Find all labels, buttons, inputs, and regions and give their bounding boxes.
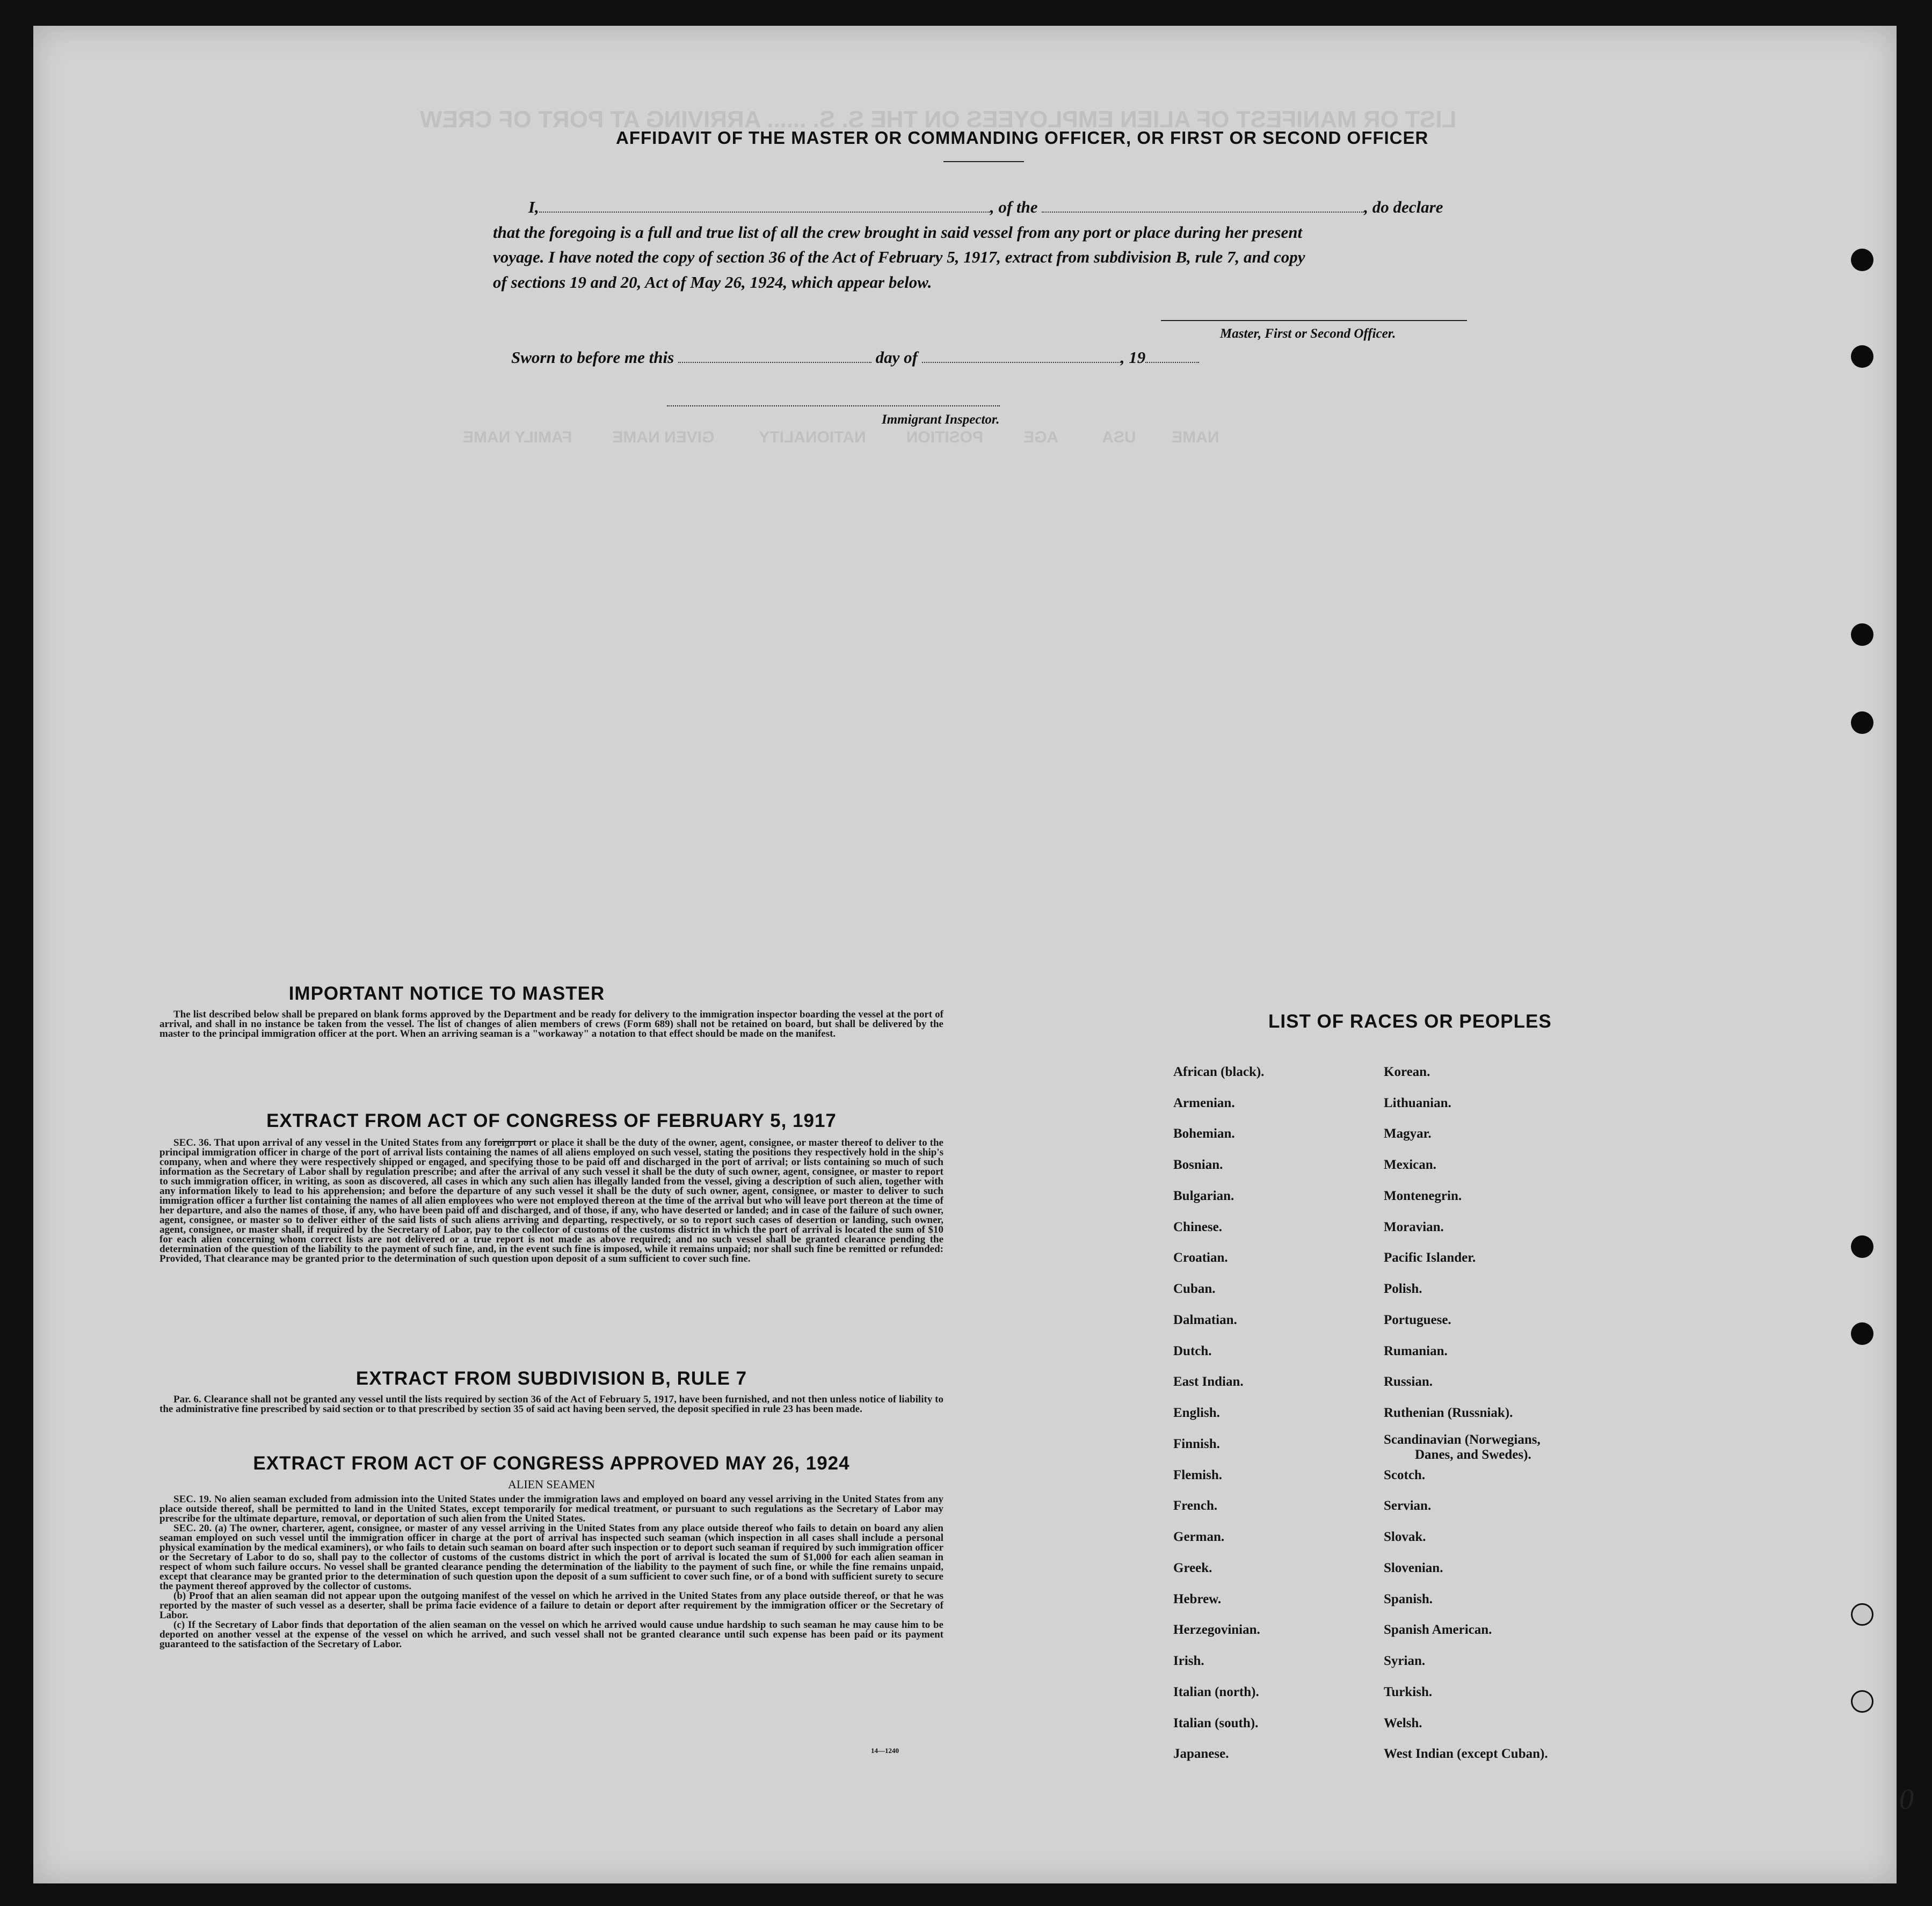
race-item-continuation: Danes, and Swedes). xyxy=(1415,1447,1531,1462)
race-item: Polish. xyxy=(1384,1282,1422,1296)
race-item: Montenegrin. xyxy=(1384,1189,1462,1203)
affidavit-title: AFFIDAVIT OF THE MASTER OR COMMANDING OFFICER, OR FIRST OR SECOND OFFICER xyxy=(616,128,1429,148)
race-item: Turkish. xyxy=(1384,1685,1433,1699)
race-item: Italian (north). xyxy=(1173,1685,1259,1699)
race-item: Rumanian. xyxy=(1384,1344,1448,1358)
extract-1917-title: EXTRACT FROM ACT OF CONGRESS OF FEBRUARY 5, 1917 xyxy=(266,1110,837,1131)
race-item: Pacific Islander. xyxy=(1384,1250,1476,1265)
binder-hole xyxy=(1851,1603,1873,1626)
race-item: Dalmatian. xyxy=(1173,1313,1237,1327)
extract-1924-title: EXTRACT FROM ACT OF CONGRESS APPROVED MAY 26, 1924 xyxy=(253,1453,850,1474)
race-item: Armenian. xyxy=(1173,1096,1235,1110)
binder-hole xyxy=(1851,249,1873,271)
race-item: Spanish. xyxy=(1384,1592,1433,1606)
notice-section xyxy=(159,983,943,1040)
race-item: Mexican. xyxy=(1384,1158,1436,1172)
race-item: Moravian. xyxy=(1384,1220,1444,1234)
extract-rule7-title: EXTRACT FROM SUBDIVISION B, RULE 7 xyxy=(355,1368,747,1389)
signature-label: Master, First or Second Officer. xyxy=(1220,326,1396,341)
sworn-year-blank[interactable] xyxy=(1145,350,1199,363)
race-item: Welsh. xyxy=(1384,1716,1422,1730)
inspector-label: Immigrant Inspector. xyxy=(882,412,1000,427)
extract-1924-sec20c: (c) If the Secretary of Labor finds that deportation of the alien seaman on the vessel on which he arrived would cause undue hardship to such seaman he may cause him to be deported on another vessel at the expense of the vessel on which he arrived, and such vessel shall not be granted clearance until such expense has been paid or its payment guaranteed to the satisfaction of the Secretary of Labor. xyxy=(159,1619,943,1650)
race-item: Korean. xyxy=(1384,1065,1430,1079)
sworn-day-blank[interactable] xyxy=(678,350,871,363)
race-item: Slovak. xyxy=(1384,1530,1426,1544)
race-item: English. xyxy=(1173,1406,1220,1420)
extract-1917-text: SEC. 36. That upon arrival of any vessel in the United States from any foreign port or place it shall be the duty of the owner, agent, consignee, or master thereof to deliver to the principal immigration officer in charge of the port of arrival lists containing the names of all aliens employed on such vessel, stating the positions they respectively hold in the ship's company, when and where they were respectively shipped or engaged, and specifying those to be paid off and discharged in the port of arrival; or lists containing so much of such information as the Secretary of Labor shall by regulation prescribe; and after the arrival of any such vessel it shall be the duty of such owner, agent, consignee, or master to report to such immigration officer, in writing, as soon as discovered, all cases in which any such alien has illegally landed from the vessel, giving a description of such alien, together with any information likely to lead to his apprehension; and before the departure of any such vessel it shall be the duty of such owner, agent, consignee, or master to deliver to such immigration officer a further list containing the names of all alien employees who were not employed thereon at the time of the arrival but who will leave port thereon at the time of her departure, and also the names of those, if any, who have been paid off and discharged, and of those, if any, who have deserted or landed; and in case of the failure of such owner, agent, consignee, or master so to deliver either of the said lists of such aliens arriving and departing, respectively, or so to report such cases of desertion or landing, such owner, agent, consignee, or master shall, if required by the Secretary of Labor, pay to the collector of customs of the customs district in which the port of arrival is located the sum of $10 for each alien concerning whom correct lists are not delivered or a true report is not made as above required; and no such vessel shall be granted clearance pending the determination of the question of the liability to the payment of such fine, and, in the event such fine is imposed, while it remains unpaid; nor shall such fine be remitted or refunded: Provided, That clearance may be granted prior to the determination of such question upon deposit of a sum sufficient to cover such fine. xyxy=(159,1137,943,1264)
extract-1917-section xyxy=(159,1110,943,1264)
extract-rule7-text: Par. 6. Clearance shall not be granted any vessel until the lists required by section 36 of the Act of February 5, 1917, have been furnished, and not then unless notice of liability to the administrative fine prescribed by said section or to that prescribed by section 35 of said act having been served, the deposit specified in rule 23 has been made. xyxy=(159,1394,943,1415)
race-item: Hebrew. xyxy=(1173,1592,1222,1606)
affidavit-line-2: that the foregoing is a full and true list of all the crew brought in said vessel from any port or place during her present xyxy=(493,223,1303,242)
race-item: Chinese. xyxy=(1173,1220,1222,1234)
race-item: Scandinavian (Norwegians, xyxy=(1384,1432,1541,1447)
signature-line[interactable] xyxy=(1161,320,1467,321)
race-item: Irish. xyxy=(1173,1654,1204,1668)
races-title: LIST OF RACES OR PEOPLES xyxy=(1268,1011,1552,1032)
binder-hole xyxy=(1851,1235,1873,1258)
race-item: Bulgarian. xyxy=(1173,1189,1234,1203)
notice-text: The list described below shall be prepared on blank forms approved by the Department and be ready for delivery to the immigration inspector boarding the vessel at the port of arrival, and shall in no instance be taken from the vessel. The list of changes of alien members of crews (Form 689) shall not be retained on board, but shall be delivered by the master to the principal immigration officer at the port. When an arriving seaman is a "workaway" a notation to that effect should be made on the manifest. xyxy=(159,1009,943,1039)
race-item: Bosnian. xyxy=(1173,1158,1223,1172)
affidavit-i: I, xyxy=(528,198,539,216)
race-item: Cuban. xyxy=(1173,1282,1216,1296)
race-item: Slovenian. xyxy=(1384,1561,1443,1575)
extract-rule7-section xyxy=(159,1368,943,1414)
binder-hole xyxy=(1851,1690,1873,1713)
title-underline xyxy=(943,161,1024,162)
race-item: Magyar. xyxy=(1384,1126,1432,1141)
binder-hole xyxy=(1851,711,1873,734)
sworn-line xyxy=(511,348,1199,367)
race-item: Japanese. xyxy=(1173,1747,1229,1761)
race-item: Lithuanian. xyxy=(1384,1096,1451,1110)
document-page xyxy=(33,26,1914,1883)
extract-1924-sec19: SEC. 19. No alien seaman excluded from admission into the United States under the immigration laws and employed on board any vessel arriving in the United States from any place outside thereof, shall be permitted to land in the United States, except temporarily for medical treatment, or pursuant to such regulations as the Secretary of Labor may prescribe for the ultimate departure, removal, or deportation of such alien from the United States. xyxy=(159,1494,943,1524)
race-item: Herzegovinian. xyxy=(1173,1623,1260,1637)
race-item: Italian (south). xyxy=(1173,1716,1259,1730)
affidavit-declare: , do declare xyxy=(1364,198,1443,216)
race-item: Spanish American. xyxy=(1384,1623,1492,1637)
race-item: Scotch. xyxy=(1384,1468,1426,1482)
binder-hole xyxy=(1851,1322,1873,1345)
race-item: African (black). xyxy=(1173,1065,1265,1079)
race-item: Ruthenian (Russniak). xyxy=(1384,1406,1513,1420)
race-item: Bohemian. xyxy=(1173,1126,1235,1141)
extract-1924-section xyxy=(159,1453,943,1649)
form-number: 14—1240 xyxy=(871,1747,899,1755)
race-item: French. xyxy=(1173,1498,1218,1513)
race-item: German. xyxy=(1173,1530,1225,1544)
race-item: Flemish. xyxy=(1173,1468,1222,1482)
binder-hole xyxy=(1851,623,1873,646)
affidavit-of-the: , of the xyxy=(990,198,1038,216)
extract-1924-sec20b: (b) Proof that an alien seaman did not appear upon the outgoing manifest of the vessel on which he arrived in the United States from any place outside thereof, or that he was reported by the master of such vessel as a deserter, shall be prima facie evidence of a failure to detain or deport after requirement by the immigration officer or the Secretary of Labor. xyxy=(159,1590,943,1621)
notice-title: IMPORTANT NOTICE TO MASTER xyxy=(288,983,605,1004)
affidavit-line-4: of sections 19 and 20, Act of May 26, 1924, which appear below. xyxy=(493,273,932,292)
race-item: Syrian. xyxy=(1384,1654,1426,1668)
race-item: Russian. xyxy=(1384,1374,1433,1389)
extract-1924-subtitle: ALIEN SEAMEN xyxy=(508,1478,595,1491)
race-item: Finnish. xyxy=(1173,1437,1220,1451)
corner-mark: 0 xyxy=(1899,1783,1914,1815)
sworn-year: , 19 xyxy=(1120,348,1146,367)
race-item: Croatian. xyxy=(1173,1250,1228,1265)
vessel-blank[interactable] xyxy=(1042,200,1364,213)
race-item: West Indian (except Cuban). xyxy=(1384,1747,1548,1761)
race-item: Servian. xyxy=(1384,1498,1432,1513)
affidavit-line-3: voyage. I have noted the copy of section 36 of the Act of February 5, 1917, extract from subdivision B, rule 7, and copy xyxy=(493,248,1305,266)
race-item: Dutch. xyxy=(1173,1344,1212,1358)
name-blank[interactable] xyxy=(539,200,990,213)
race-item: Portuguese. xyxy=(1384,1313,1451,1327)
sworn-prefix: Sworn to before me this xyxy=(511,348,674,367)
bleed-through-columns: NAME USA AGE POSITION NATIONALITY GIVEN NAME FAMILY NAME xyxy=(463,428,1219,446)
bleed-through-heading: LIST OR MANIFEST OF ALIEN EMPLOYEES ON THE S. S. ...... ARRIVING AT PORT OF CREW xyxy=(420,106,1457,133)
inspector-line[interactable] xyxy=(667,405,1000,406)
sworn-month-blank[interactable] xyxy=(922,350,1121,363)
sworn-day-of: day of xyxy=(875,348,918,367)
race-item: Greek. xyxy=(1173,1561,1212,1575)
binder-hole xyxy=(1851,345,1873,368)
extract-1924-sec20a: SEC. 20. (a) The owner, charterer, agent, consignee, or master of any vessel arriving in the United States from any place outside thereof who fails to detain on board any alien seaman employed on such vessel until the immigration officer in charge at the port of arrival has inspected such seaman (which inspection in all cases shall include a personal physical examination by the medical examiners), or who fails to detain such seaman on board after such inspection or to deport such seaman if required by such immigration officer or the Secretary of Labor to do so, shall pay to the collector of customs of the customs district in which the port of arrival is located the sum of $1,000 for each alien seaman in respect of whom such failure occurs. No vessel shall be granted clearance pending the determination of the liability to the payment of such fine, or while the fine remains unpaid, except that clearance may be granted prior to the determination of such question upon the deposit of a sum sufficient to cover such fine, or of a bond with sufficient surety to secure the payment thereof approved by the collector of customs. xyxy=(159,1523,943,1592)
race-item: East Indian. xyxy=(1173,1374,1244,1389)
affidavit-line-1 xyxy=(528,198,1443,217)
